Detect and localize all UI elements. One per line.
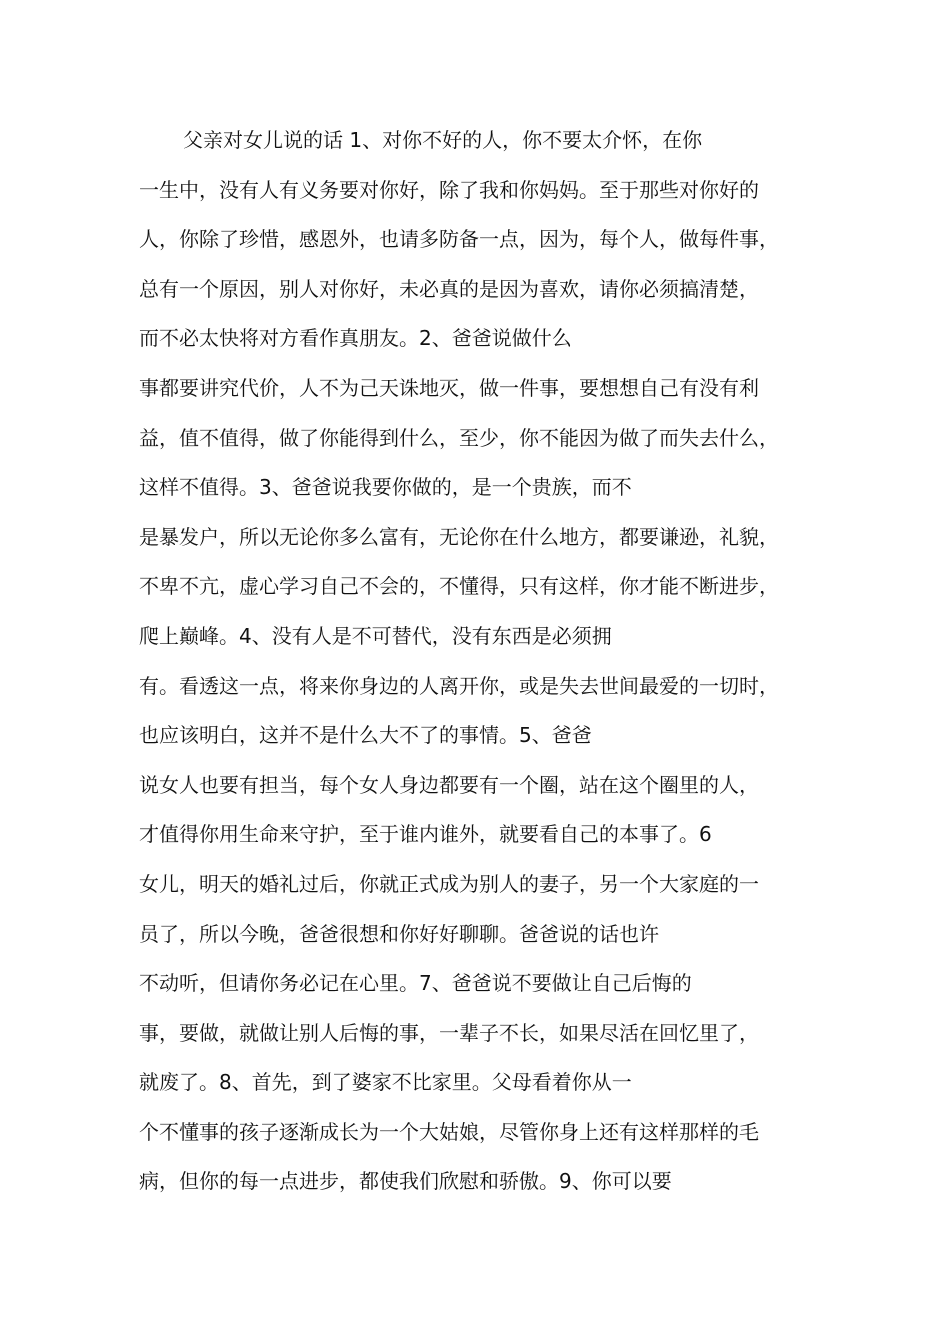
text-line: 一生中，没有人有义务要对你好，除了我和你妈妈。至于那些对你好的 — [139, 177, 759, 202]
text-line: 事都要讲究代价，人不为己天诛地灭，做一件事，要想想自己有没有利 — [139, 375, 759, 400]
text-line: 这样不值得。3、爸爸说我要你做的，是一个贵族，而不 — [139, 475, 632, 500]
text-line: 女儿，明天的婚礼过后，你就正式成为别人的妻子，另一个大家庭的一 — [139, 871, 759, 896]
text-line: 不动听，但请你务必记在心里。7、爸爸说不要做让自己后悔的 — [139, 971, 692, 996]
text-line: 个不懂事的孩子逐渐成长为一个大姑娘，尽管你身上还有这样那样的毛 — [139, 1119, 759, 1144]
text-line: 是暴发户，所以无论你多么富有，无论你在什么地方，都要谦逊，礼貌， — [139, 524, 779, 549]
text-line: 益，值不值得，做了你能得到什么，至少，你不能因为做了而失去什么， — [139, 425, 779, 450]
text-line: 病，但你的每一点进步，都使我们欣慰和骄傲。9、你可以要 — [139, 1169, 672, 1194]
text-line: 员了，所以今晚，爸爸很想和你好好聊聊。爸爸说的话也许 — [139, 921, 659, 946]
text-line: 人，你除了珍惜，感恩外，也请多防备一点，因为，每个人，做每件事， — [139, 227, 779, 252]
text-line: 总有一个原因，别人对你好，未必真的是因为喜欢，请你必须搞清楚， — [139, 276, 759, 301]
text-line: 也应该明白，这并不是什么大不了的事情。5、爸爸 — [139, 723, 592, 748]
text-line: 才值得你用生命来守护，至于谁内谁外，就要看自己的本事了。6 — [139, 822, 712, 847]
text-line: 事，要做，就做让别人后悔的事，一辈子不长，如果尽活在回忆里了， — [139, 1020, 759, 1045]
text-line: 父亲对女儿说的话 1、对你不好的人，你不要太介怀，在你 — [183, 128, 703, 152]
text-line: 爬上巅峰。4、没有人是不可替代，没有东西是必须拥 — [139, 623, 612, 648]
document-body — [139, 121, 819, 1212]
text-line: 不卑不亢，虚心学习自己不会的，不懂得，只有这样，你才能不断进步， — [139, 574, 779, 599]
text-line: 就废了。8、首先，到了婆家不比家里。父母看着你从一 — [139, 1070, 632, 1095]
text-line: 有。看透这一点，将来你身边的人离开你，或是失去世间最爱的一切时， — [139, 673, 779, 698]
text-line: 说女人也要有担当，每个女人身边都要有一个圈，站在这个圈里的人， — [139, 772, 759, 797]
text-line: 而不必太快将对方看作真朋友。2、爸爸说做什么 — [139, 326, 572, 351]
